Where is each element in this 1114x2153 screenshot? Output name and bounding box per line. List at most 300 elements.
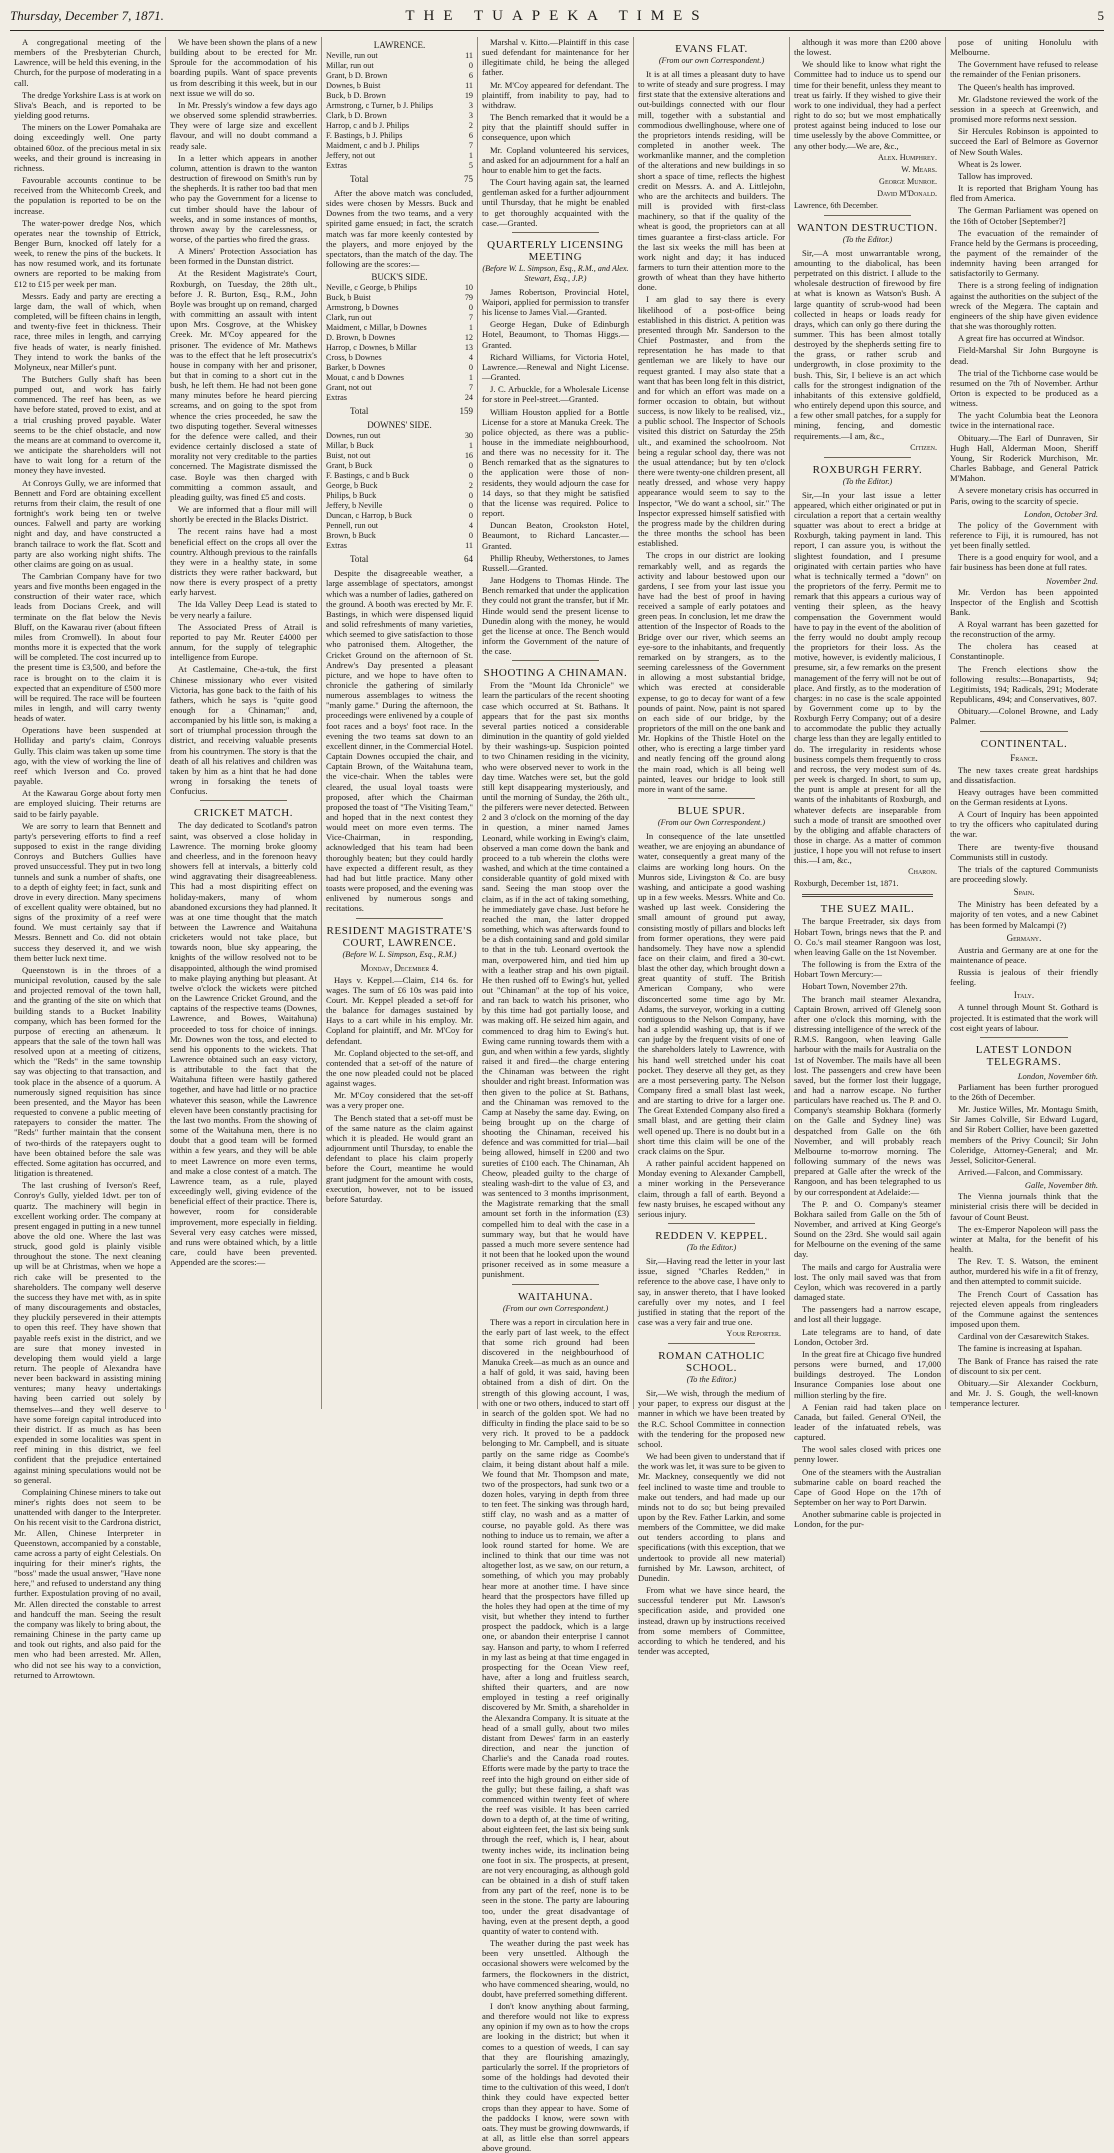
paragraph: The evacuation of the remainder of France held by the Germans is proceeding, the payment of the remainder of the indemnity having been arranged for satisfactorily to Germany.: [950, 228, 1098, 279]
paragraph: There are twenty-five thousand Communists still in custody.: [950, 842, 1098, 862]
batsman: D. Brown, b Downes: [326, 333, 395, 343]
batsman: F. Bastings, c and b Buck: [326, 471, 409, 481]
batsman: Clark, run out: [326, 313, 372, 323]
lawrence-scores: [326, 51, 473, 171]
paragraph: Duncan Beaton, Crookston Hotel, Beaumont, to Richard Lancaster.—Granted.: [482, 520, 629, 550]
score-row: [326, 531, 473, 541]
paragraph: The wool sales closed with prices one penny lower.: [794, 1444, 941, 1464]
local-news: [14, 37, 161, 1680]
paragraph: A congregational meeting of the members of the Presbyterian Church, Lawrence, will be held this evening, in the Church, for the purpose of moderating in a call.: [14, 37, 161, 88]
batsman: George, b Buck: [326, 481, 377, 491]
waitahuna-subtitle: (From our own Correspondent.): [482, 1304, 629, 1314]
paragraph: A severe monetary crisis has occurred in Paris, owing to the scarcity of specie.: [950, 485, 1098, 505]
rm-court-continued: [482, 37, 629, 228]
waitahuna-article: [482, 1317, 629, 2153]
runs: 24: [455, 393, 473, 403]
runs: 11: [455, 81, 473, 91]
batsman: Philips, b Buck: [326, 491, 376, 501]
runs: 2: [455, 481, 473, 491]
paragraph: The Ida Valley Deep Lead is stated to be very nearly a failure.: [170, 599, 317, 619]
batsman: Buck, b D. Brown: [326, 91, 386, 101]
paragraph: George Hegan, Duke of Edinburgh Hotel, Beaumont, to Thomas Higgs.—Granted.: [482, 319, 629, 349]
runs: 0: [455, 363, 473, 373]
runs: 11: [455, 541, 473, 551]
rc-school-place: Lawrence, 6th December.: [794, 201, 941, 211]
latest-telegrams-heading: LATEST LONDON TELEGRAMS.: [950, 1044, 1098, 1068]
score-row: [326, 461, 473, 471]
paragraph: Complaining Chinese miners to take out miner's rights does not seem to be unattended with danger to the Interpreter. On his recent visit to the Cardrona district, Mr. Allen, Chinese Interpreter in Queenstown, accompanied by a constable, came across a party of eight Celestials. On inquiring for their miner's rights, the "boss" made the usual answer, "Have none here," and refused to understand any thing further. Expostulation proving of no avail, Mr. Allen directed the constable to arrest and handcuff the man. Seeing the result the company was likely to bring about, the remaining Chinese in the party came up and took out rights, and also paid for the men who had been arrested. Mr. Allen, who did not see his way to a conviction, returned to Arrowtown.: [14, 1487, 161, 1680]
columns: [10, 37, 1104, 1409]
paragraph: The day dedicated to Scotland's patron saint, was observed a close holiday in Lawrence. The morning broke gloomy and cheerless, and in the forenoon heavy showers fell at intervals, a bitterly cold wind aggravating their disagreeableness. This had a most dispiriting effect on holiday-makers, many of whom abandoned excursions they had planned. It was at one time thought that the match between the Lawrence and Waitahuna cricketers would not take place, but towards noon, blue sky appearing, the knights of the willow resolved not to be disappointed, although the wind promised to make playing anything but pleasant. At twelve o'clock the wickets were pitched on the Lawrence Cricket Ground, and the captains of the respective teams (Downes, Lawrence, and Bowes, Waitahuna) proceeded to toss for choice of innings. Mr. Downes won the toss, and elected to send his opponents to the wickets. That Lawrence obtained such an easy victory, is attributable to the fact that the Waitahuna fifteen were hastily gathered together, and have had little or no practice whatever this season, while the Lawrence eleven have been constantly practising for the last two months. From the showing of some of the Waitahuna men, there is no doubt that a good team will be formed within a few years, and they will be able to meet Lawrence on more even terms, and make a close contest of a match. The Lawrence team, as a rule, played exceedingly well, giving evidence of the beneficial effect of their practice. There is, however, room for considerable improvement, more especially in fielding. Several very easy catches were missed, and runs were obtained which, by a little care, could have been prevented. Appended are the scores:—: [170, 820, 317, 1267]
paragraph: Obituary.—Sir Alexander Cockburn, and Mr. J. S. Gough, the well-known temperance lecturer.: [950, 1378, 1098, 1408]
paragraph: The branch mail steamer Alexandra, Captain Brown, arrived off Glenelg soon after one o'clock this morning, with the distressing intelligence of the wreck of the R.M.S. Rangoon, when leaving Galle harbour with the mails for Australia on the 1st of November. The mails have all been lost. The passengers and crew have been saved, but the former lost their luggage, and had a narrow escape. No further particulars have reached us. The P. and O. Company's steamship Bokhara (formerly on the Galle and Sydney line) was despatched from Galle on the 6th November, and will probably reach Melbourne to-morrow morning. The following summary of the news was prepared at Galle after the wreck of the Rangoon, and has been telegraphed to us by our correspondent at Adelaide:—: [794, 994, 941, 1197]
score-row: [326, 81, 473, 91]
score-row: [326, 131, 473, 141]
runs: 13: [455, 343, 473, 353]
paragraph: A Royal warrant has been gazetted for the reconstruction of the army.: [950, 619, 1098, 639]
france-label: France.: [950, 753, 1098, 763]
wanton-destruction-heading: WANTON DESTRUCTION.: [794, 222, 941, 234]
batsman: Grant, b D. Brown: [326, 71, 387, 81]
batsman: Maidment, c and b J. Philips: [326, 141, 419, 151]
paragraph: Sir,—Having read the letter in your last issue, signed "Charles Redden," in reference to the above case, I have only to say, in answer thereto, that I have looked carefully over my notes, and I feel justified in stating that the report of the case was a very fair and true one.: [638, 1256, 785, 1327]
paragraph: The Bank of France has raised the rate of discount to six per cent.: [950, 1356, 1098, 1376]
paragraph: The Ministry has been defeated by a majority of ten votes, and a new Cabinet has been formed by Malcampi (?): [950, 899, 1098, 929]
spain-news: [950, 899, 1098, 929]
runs: 79: [455, 293, 473, 303]
roxburgh-ferry-subtitle: (To the Editor.): [794, 477, 941, 487]
paragraph: The mails and cargo for Australia were lost. The only mail saved was that from Ceylon, which was recovered in a partly damaged state.: [794, 1262, 941, 1303]
score-row: [326, 111, 473, 121]
paragraph: pose of uniting Honolulu with Melbourne.: [950, 37, 1098, 57]
paragraph: The following is from the Extra of the Hobart Town Mercury:—: [794, 959, 941, 979]
batsman: Harrop, c and b J. Philips: [326, 121, 409, 131]
paragraph: The German Parliament was opened on the 16th of October [September?]: [950, 205, 1098, 225]
downes-side-label: DOWNES' SIDE.: [326, 420, 473, 430]
paragraph: The trials of the captured Communists are proceeding slowly.: [950, 864, 1098, 884]
paragraph: Sir,—In your last issue a letter appeared, which either originated or put in circulation a report that a certain wealthy squatter was about to erect a bridge at Roxburgh, taking payment in land. This report, I can assure you, is without the slightest foundation, and I presume originated with certain parties who have what is technically termed a "down" on the proprietors of the ferry. Permit me to remark that this appears a curious way of venting their spleen, as the heavy compensation the Government would have to pay in the event of the abolition of the ferry would no doubt amply recoup the proprietors for their loss. As the motive, however, is evidently malicious, I presume, sir, a few remarks on the present management of the ferry will not be out of place. And firstly, as to the moderation of charges: in no case is the scale appointed by Government come up to by the Roxburgh Ferry Company; out of a desire to accommodate the public they actually charge less than they are legally entitled to do. The irregularity in residents whose business compels them frequently to cross and recross, the very modest sum of 4s. per week is charged. In short, to sum up, the punt is ample at present for all the wants of the inhabitants of Roxburgh, and whatever defects are inseparable from such a mode of transit are smoothed over by the obliging and affable characters of those in charge. As a matter of common justice, I hope you will not refuse to insert this.—I am, &c.,: [794, 490, 941, 866]
batsman: Millar, b Buck: [326, 441, 374, 451]
lawrence-team-label: LAWRENCE.: [326, 40, 473, 50]
paragraph: Phillip Rheuby, Wetherstones, to James Russell.—Granted.: [482, 553, 629, 573]
score-row: [326, 481, 473, 491]
signature-line: W. Mears.: [794, 165, 937, 175]
runs: 7: [455, 313, 473, 323]
total-label: Total: [350, 405, 368, 417]
runs: 2: [455, 121, 473, 131]
november-news: [950, 587, 1098, 727]
score-row: [326, 373, 473, 383]
licensing-article: [482, 287, 629, 656]
score-row: [326, 151, 473, 161]
redden-keppel-heading: REDDEN V. KEPPEL.: [638, 1230, 785, 1242]
column-3: [322, 37, 478, 1409]
batsman: Mouat, c and b Downes: [326, 373, 404, 383]
paragraph: The Queen's health has improved.: [950, 82, 1098, 92]
blue-spur-article: [638, 831, 785, 1219]
latest-telegrams: [950, 1082, 1098, 1177]
galle-telegrams: [950, 1191, 1098, 1408]
paragraph: The barque Freetrader, six days from Hobart Town, brings news that the P. and O. Co.'s mail steamer Rangoon was lost, when leaving Galle on the 1st November.: [794, 916, 941, 957]
paragraph: There was a report in circulation here in the early part of last week, to the effect that some rich ground had been discovered in the neighbourhood of Manuka Creek—as much as an ounce and a half of gold, it was said, having been obtained from a dish of dirt. On the strength of this glowing account, I was, with one or two others, induced to start off in search of the golden spot. We had no difficulty in finding the place said to be so very rich. It proved to be a paddock belonging to Mr. Campbell, and is situate partly on the same ridge as Coombe's claim, it being distant about half a mile. We found that Mr. Thompson and mate, two of the prospectors, had sunk two or a dozen holes, varying in depth from three to ten feet. The sinking was through hard, stiff clay, no wash and as a matter of course, no payable gold. As there was nothing to induce us to remain, we after a look round started for home. We are inclined to think that our time was not altogether lost, as we saw, on our return, a something, of which you may probably hear more at another time. I have since heard that the prospectors have filled up the holes they had open at the time of my visit, but whether they intend to further prospect the paddock, which is a large one, or abandon their enterprise I cannot say. Hanson and party, to whom I referred in my last as being at that time engaged in prospecting for the Ocean View reef, have, after a long and fruitless search, shifted their quarters, and are now employed in testing a reef originally discovered by Mr. Smith, a shareholder in the Alexandra Company. It is situate at the head of a small gully, about two miles distant from Dewes' farm in an easterly direction, and near the junction of Charlie's and the Canada road routes. Efforts were made by the party to trace the reef into the high ground on either side of the gully; but these failing, a shaft was commenced within twenty feet of where the reef was visible. It has been carried down to a depth of, at the time of writing, about eighteen feet, the last six being sunk through the reef, which is, I hear, about twenty inches wide, its inclination being one foot in six. The prospects, at present, are not very encouraging, as although gold can be obtained in a dish of stuff taken from any part of the reef, none is to be seen in the stone. The party are labouring too, under the great disadvantage of having, even at the present depth, a good quantity of water to contend with.: [482, 1317, 629, 1937]
score-row: [326, 363, 473, 373]
paragraph: Sir,—A most unwarrantable wrong, amounting to the diabolical, has been perpetrated on this district. I allude to the wholesale destruction of firewood by fire at what is known as Watson's Bush. A large quantity of scrub-wood had been collected in heaps or loads ready for drays, which can only go there during the summer. This has been almost totally destroyed by the shepherds setting fire to the grass, or rather scrub and undergrowth, in close proximity to the bush. This, Sir, I believe is an act which calls for the strongest indignation of the inhabitants of this extensive goldfield, who entirely depend upon this source, and a few other small patches, for a supply for mining, fencing, and domestic requirements.—I am, &c.,: [794, 248, 941, 441]
paragraph: Mr. M'Coy appeared for defendant. The plaintiff, from inability to pay, had to withdraw.: [482, 80, 629, 110]
paragraph: The Court having again sat, the learned gentleman asked for a further adjournment until Thursday, that he might be enabled to get thoroughly acquainted with the case.—Granted.: [482, 177, 629, 228]
paragraph: Mr. M'Coy considered that the set-off was a very proper one.: [326, 1090, 473, 1110]
score-row: [326, 71, 473, 81]
score-row: [326, 511, 473, 521]
paragraph: The last crushing of Iverson's Reef, Conroy's Gully, yielded 1dwt. per ton of quartz. The machinery will begin in excellent working order. The company at present engaged in putting in a new tunnel above the old one. Where the last was struck, good gold is plainly visible throughout the stone. The next cleaning up will be at Christmas, when we hope a rich cake will be presented to the shareholders. The company well deserve the success they have met with, as in spite of many discouragements and obstacles, they pluckily persevered in their attempts to open this reef. They have shown that payable reefs exist in the district, and we are sure that money invested in developing them would yield a large return. The people of Alexandra have never been backward in assisting mining ventures; many heavy undertakings having been carried out solely by themselves—and they well deserve to have some foreign capital introduced into their district. If as much as has been expended in some localities was spent in reef mining in this district, we feel confident that the prejudice entertained against mining speculations would not be so general.: [14, 1180, 161, 1485]
total-label: Total: [350, 173, 368, 185]
runs: 0: [455, 471, 473, 481]
paragraph: Operations have been suspended at Holliday and party's claim, Conroys Gully. This claim was taken up some time ago, with the view of working the line of reef which Iverson and Co. proved payable.: [14, 725, 161, 786]
paragraph: In a letter which appears in another column, attention is drawn to the wanton destruction of firewood on Smith's run by the shepherds. It is rather too bad that men who pay the Government for a license to cut timber should have the labour of weeks, and in some instances of months, thrown away by the carelessness, or worse, of the parties who fired the grass.: [170, 153, 317, 244]
paragraph: The miners on the Lower Pomahaka are doing exceedingly well. One party obtained 60oz. of the precious metal in six weeks, and their ground is increasing in richness.: [14, 122, 161, 173]
total-label: Total: [350, 553, 368, 565]
paragraph: Arrived.—Falcon, and Commissary.: [950, 1167, 1098, 1177]
score-row: [326, 323, 473, 333]
evans-flat-subtitle: (From our own Correspondent.): [638, 56, 785, 66]
november-dateline: November 2nd.: [950, 576, 1098, 586]
redden-keppel-subtitle: (To the Editor.): [638, 1243, 785, 1253]
column-6: [790, 37, 946, 1409]
paragraph: We have been shown the plans of a new building about to be erected for Mr. Sproule for the accommodation of his boarding pupils. Want of space prevents us from describing it this week, but in our next issue we will do so.: [170, 37, 317, 98]
batsman: Jeffery, not out: [326, 151, 375, 161]
paragraph: The recent rains have had a most beneficial effect on the crops all over the country. Although previous to the rainfalls they were in a healthy state, in some districts they were rather backward, but now there is every prospect of a pretty early harvest.: [170, 526, 317, 597]
paragraph: Hobart Town, November 27th.: [794, 981, 941, 991]
paragraph: Sir Hercules Robinson is appointed to succeed the Earl of Belmore as Governor of New South Wales.: [950, 126, 1098, 156]
paragraph: The weather during the past week has been very unsettled. Although the occasional showers were welcomed by the farmers, the flockowners in the district, who have commenced shearing, would, no doubt, have preferred something different.: [482, 1938, 629, 1999]
paragraph: The trial of the Tichborne case would be resumed on the 7th of November. Arthur Orton is expected to be produced as a witness.: [950, 368, 1098, 409]
shooting-article: [482, 680, 629, 1279]
batsman: Extras: [326, 161, 347, 171]
paragraph: The crops in our district are looking remarkably well, and as regards the activity and labour bestowed upon our gardens, I see from your last issue you have had the best of proof in having received a sample of early potatoes and green peas. In conclusion, let me draw the attention of the Inspector of Roads to the Bridge over our river, which seems an eye-sore to the inhabitants, and frequently remarked on by strangers, as to the seeming carelessness of the Government in allowing a most substantial bridge, which was erected at considerable expense, to go to decay for want of a few pounds of paint. Now, paint is not spared on each side of our bridge, by the proprietors of the mill on the one bank and Mr. Hopkins of the Thistle Hotel on the other, who is erecting a large timber yard and neatly fencing off the ground along the main road, which is all being well painted, leaves our bridge to look still more in want of the same.: [638, 550, 785, 794]
batsman: Grant, not out: [326, 383, 372, 393]
paragraph: One of the steamers with the Australian submarine cable on board reached the Cape of Good Hope on the 17th of September on her way to Port Darwin.: [794, 1467, 941, 1508]
runs: 1: [455, 441, 473, 451]
bucks-side-label: BUCK'S SIDE.: [326, 272, 473, 282]
paragraph: Heavy outrages have been committed on the German residents at Lyons.: [950, 787, 1098, 807]
paragraph: Messrs. Eady and party are erecting a large dam, the wall of which, when completed, will be fifteen chains in length, and twenty-five feet in thickness. Their race, three miles in length, and carrying five heads of water, is nearly finished. They intend to work the banks of the Molyneux, near Miller's punt.: [14, 291, 161, 372]
score-row: [326, 471, 473, 481]
divider: [512, 1284, 599, 1285]
paragraph: The new taxes create great hardships and dissatisfaction.: [950, 765, 1098, 785]
paragraph: James Robertson, Provincial Hotel, Waipori, applied for permission to transfer his license to James Vial.—Granted.: [482, 287, 629, 317]
paragraph: Richard Williams, for Victoria Hotel, Lawrence.—Renewal and Night License.—Granted.: [482, 352, 629, 382]
lawrence-total: [350, 173, 473, 185]
paragraph: The water-power dredge Nos, which operates near the township of Ettrick, Benger Burn, knocked off lately for a week, to renew the pins of the buckets. It has now resumed work, and its fortunate owners are reported to be making from £12 to £15 per week per man.: [14, 218, 161, 289]
paragraph: From what we have since heard, the successful tenderer put Mr. Lawson's specification aside, and provided one instead, drawn up by instructions received from some members of Committee, according to which he tendered, and his tender was accepted,: [638, 1585, 785, 1656]
scratch-match-para: After the above match was concluded, sides were chosen by Messrs. Buck and Downes from the two teams, and a very spirited game ensued; in fact, the scratch match was far more keenly contested by the players, and more enjoyed by the spectators, than the match of the day. The following are the scores:—: [326, 188, 473, 269]
licensing-heading: QUARTERLY LICENSING MEETING: [482, 239, 629, 263]
score-row: [326, 61, 473, 71]
column-4: [478, 37, 634, 1409]
page-number: 5: [844, 8, 1104, 24]
score-row: [326, 343, 473, 353]
batsman: Extras: [326, 541, 347, 551]
downes-side-scores: [326, 431, 473, 551]
total-value: 75: [464, 173, 473, 185]
batsman: Duncan, c Harrop, b Buck: [326, 511, 412, 521]
paragraph: I don't know anything about farming, and therefore would not like to express any opinion if my own as to how the crops are looking in the district; but when it comes to a question of weeds, I can say that they are flourishing amazingly, particularly the sorrel. If the proprietors of some of the holdings had devoted their time to the cultivation of this weed, I don't think they could have expected better crops than they appear to have. Some of the paddocks I know, were sown with oats. They must be growing downwards, if at all, as little else than sorrel appears above ground.: [482, 2001, 629, 2153]
column-5: [634, 37, 790, 1409]
waitahuna-heading: WAITAHUNA.: [482, 1291, 629, 1303]
paragraph: The P. and O. Company's steamer Bokhara sailed from Galle on the 5th of November, and arrived at King George's Sound on the 23rd. She would sail again for Melbourne on the evening of the same day.: [794, 1199, 941, 1260]
column-1: [10, 37, 166, 1409]
roxburgh-ferry-signature: Charon.: [794, 867, 937, 877]
paragraph: In the great fire at Chicago five hundred persons were burned, and 17,000 buildings destroyed. The London Insurance Companies lose about one million sterling by the fire.: [794, 1349, 941, 1400]
rc-school-continued: [794, 37, 941, 151]
paragraph: In consequence of the late unsettled weather, we are enjoying an abundance of water, consequently a great many of the claims are working long hours. On the Munros side, Livingston & Co. are busy washing, and anticipate a good washing up in a few weeks. Messrs. White and Co. washed up last week. Considering the small amount of ground put away, consisting mostly of pillars and blocks left from former operations, they were paid handsomely. They have now a splendid face on their claim, and fired a 30-cwt. blast the other day, which brought down a great quantity of stuff. The British American Company, who were disconcerted some time ago by Mr. Adams, the surveyor, working in a cutting contiguous to the Nelson Company, have had a splendid washing up, that is if we can judge by the frequent visits of one of the shareholders lately to Lawrence, with his hand well stretched under his coat pocket. They deserve all they get, as they are a most persevering party. The Nelson Company fired a small blast last week, and are starting to drive for a larger one. The Great Extended Company also fired a small blast, and are getting their claim well opened up. There is no doubt but in a short time this claim will be one of the crack claims on the Spur.: [638, 831, 785, 1156]
runs: 0: [455, 491, 473, 501]
paragraph: At Conroys Gully, we are informed that Bennett and Ford are obtaining excellent returns from their claim, the result of one fortnight's work being ten or twelve ounces. Falwell and party are working night and day, and have constructed a branch tailrace to work the flat. Scott and party are also working night shifts. The other claims are going on as usual.: [14, 478, 161, 569]
score-row: [326, 101, 473, 111]
paragraph: A tunnel through Mount St. Gothard is projected. It is estimated that the work will cost eight years of labour.: [950, 1002, 1098, 1032]
redden-keppel-letter: [638, 1256, 785, 1327]
bucks-side-scores: [326, 283, 473, 403]
rm-court-cases: [326, 975, 473, 1204]
score-row: [326, 313, 473, 323]
divider: [980, 731, 1068, 732]
paragraph: Mr. Verdon has been appointed Inspector of the English and Scottish Bank.: [950, 587, 1098, 617]
score-row: [326, 521, 473, 531]
spain-label: Spain.: [950, 887, 1098, 897]
paragraph: Another submarine cable is projected in London, for the pur-: [794, 1509, 941, 1529]
evans-flat-article: [638, 69, 785, 794]
column-2: [166, 37, 322, 1409]
divider: [512, 660, 599, 661]
score-row: [326, 283, 473, 293]
batsman: Extras: [326, 393, 347, 403]
divider: [512, 232, 599, 233]
blue-spur-subtitle: (From our Own Correspondent.): [638, 818, 785, 828]
rm-court-heading: RESIDENT MAGISTRATE'S COURT, LAWRENCE.: [326, 925, 473, 949]
divider: [668, 1223, 755, 1224]
paragraph: The passengers had a narrow escape, and lost all their luggage.: [794, 1304, 941, 1324]
paragraph: A Court of Inquiry has been appointed to try the officers who capitulated during the war.: [950, 809, 1098, 839]
runs: 11: [455, 51, 473, 61]
blue-spur-heading: BLUE SPUR.: [638, 805, 785, 817]
paragraph: Field-Marshal Sir John Burgoyne is dead.: [950, 345, 1098, 365]
score-row: [326, 121, 473, 131]
runs: 12: [455, 333, 473, 343]
paragraph: although it was more than £200 above the lowest.: [794, 37, 941, 57]
batsman: F. Bastings, b J. Philips: [326, 131, 402, 141]
paragraph: The ex-Emperor Napoleon will pass the winter at Malta, for the benefit of his health.: [950, 1224, 1098, 1254]
paragraph: A Miners' Protection Association has been formed in the Dunstan district.: [170, 246, 317, 266]
column-7: [946, 37, 1102, 1409]
rc-school-heading: ROMAN CATHOLIC SCHOOL.: [638, 1350, 785, 1374]
cricket-match-heading: CRICKET MATCH.: [170, 807, 317, 819]
runs: 7: [455, 141, 473, 151]
rm-court-date: Monday, December 4.: [326, 963, 473, 973]
paragraph: At Castlemaine, Che-a-tuk, the first Chinese missionary who ever visited Victoria, has gone back to the faith of his fathers, which he says is "quite good enough for a Chinaman;" and, accompanied by his little son, is making a sort of triumphal procession through the district, and receiving valuable presents from his countrymen. The story is that the death of all his relatives and children was taken by him as a hint that he had done wrong in forsaking the tenets of Confucius.: [170, 664, 317, 796]
runs: 4: [455, 521, 473, 531]
paragraph: Late telegrams are to hand, of date London, October 3rd.: [794, 1327, 941, 1347]
signature-line: George Munroe.: [794, 177, 937, 187]
evans-flat-heading: EVANS FLAT.: [638, 43, 785, 55]
paragraph: A rather painful accident happened on Monday evening to Alexander Campbell, a miner working in the Perseverance claim, through a fall of earth. Beyond a few nasty bruises, he escaped without any serious injury.: [638, 1158, 785, 1219]
paragraph: The Cambrian Company have for two years and five months been engaged in the construction of their water race, which leads from Docians Creek, and will terminate on the flat below the Nevis Bluff, on the Kawarau river (about fifteen miles from Cromwell). In about four months more it is expected that the work will be completed. The cost incurred up to the present time is £3,500, and before the race is brought on to the claim it is expected that an expenditure of £500 more will be required. The race will be fourteen miles in length, and will carry twenty heads of water.: [14, 571, 161, 723]
paragraph: The cholera has ceased at Constantinople.: [950, 641, 1098, 661]
paragraph: William Houston applied for a Bottle License for a store at Manuka Creek. The police objected, as there was a public-house in the immediate neighbourhood, and there was no necessity for it. The Bench remarked that as the signatures to the application were those of non-residents, they would adjourn the case for 14 days, so that they might be satisfied that the license was required. Police to report.: [482, 407, 629, 519]
continental-heading: CONTINENTAL.: [950, 738, 1098, 750]
paragraph: The Butchers Gully shaft has been pumped out, and work has fairly commenced. The reef has been, as we have before stated, proved to exist, and at a trial crushing proved payable. Water seems to be the chief obstacle, and now the means are at command to overcome it, we anticipate the shareholders will not have to wait long for a return of the money they have invested.: [14, 374, 161, 476]
newspaper-title: THE TUAPEKA TIMES: [270, 8, 844, 25]
paragraph: Austria and Germany are at one for the maintenance of peace.: [950, 945, 1098, 965]
runs: 1: [455, 151, 473, 161]
rc-school-subtitle: (To the Editor.): [638, 1375, 785, 1385]
london-dateline: London, October 3rd.: [950, 509, 1098, 519]
runs: 3: [455, 101, 473, 111]
wanton-destruction-signature: Citizen.: [794, 443, 937, 453]
downes-total: [350, 553, 473, 565]
runs: 1: [455, 373, 473, 383]
london-news: [950, 520, 1098, 573]
score-row: [326, 141, 473, 151]
paragraph: In Mr. Pressly's window a few days ago we observed some splendid strawberries. They were of large size and excellent flavour, and will no doubt command a ready sale.: [170, 100, 317, 151]
roxburgh-ferry-letter: [794, 490, 941, 866]
score-row: [326, 303, 473, 313]
signature-line: David M'Donald.: [794, 189, 937, 199]
wanton-destruction-letter: [794, 248, 941, 441]
paragraph: At the Resident Magistrate's Court, Roxburgh, on Tuesday, the 28th ult., before J. R. Burton, Esq., R.M., John Boyle was brought up on remand, charged with committing an assault with intent upon Mrs. Cosgrove, at the Whiskey Creek. Mr. M'Coy appeared for the prisoner. The evidence of Mr. Mathews was to the effect that he left prosecutrix's house in company with her and prisoner, but that in coming to a short cut in the bush, he left them. He had not been gone many minutes before he heard piercing screams, and on going to the spot from whence the cries proceeded, he saw the two disputing together. Several witnesses for the defence were called, and their evidence certainly disclosed a state of morality not very creditable to the parties concerned. The Magistrate dismissed the case. Boyle was then charged with committing a common assault, and pleading guilty, was fined £5 and costs.: [170, 268, 317, 502]
runs: 30: [455, 431, 473, 441]
batsman: Buck, b Buist: [326, 293, 371, 303]
score-row: [326, 501, 473, 511]
runs: 19: [455, 91, 473, 101]
runs: 0: [455, 61, 473, 71]
paragraph: Obituary.—The Earl of Dunraven, Sir Hugh Hall, Alderman Moon, Sheriff Young, Sir Roderick Murchison, Mr. Charles Babbage, and General Patrick M'Mahon.: [950, 433, 1098, 484]
runs: 0: [455, 461, 473, 471]
paragraph: Favourable accounts continue to be received from the Whitecomb Creek, and the population is reported to be on the increase.: [14, 175, 161, 216]
score-row: [326, 393, 473, 403]
batsman: Downes, b Buist: [326, 81, 380, 91]
runs: 5: [455, 161, 473, 171]
paragraph: Queenstown is in the throes of a municipal revolution, caused by the sale and projected removal of the town hall, and the granting of the site on which that building stands to a Bucket Inability company, which has been formed for the purpose of erecting an athenæum. It appears that the sale of the town hall was resolved upon at a meeting of citizens, which the "Reds" in the same township say was objecting to that transaction, and took place in the absence of a quorum. A numerously signed requisition has since been presented, and the Mayor has been requested to convene a public meeting of ratepayers to consider the matter. The "Reds" further maintain that the consent of two-thirds of the ratepayers ought to have been obtained before the sale was effected. Some agitation has occurred, and litigation is threatened.: [14, 965, 161, 1178]
batsman: Harrop, c Downes, b Millar: [326, 343, 417, 353]
batsman: Jeffery, b Neville: [326, 501, 382, 511]
paragraph: Russia is jealous of their friendly feeling.: [950, 967, 1098, 987]
batsman: Cross, b Downes: [326, 353, 382, 363]
runs: 6: [455, 131, 473, 141]
paragraph: Obituary.—Colonel Browne, and Lady Palmer.: [950, 706, 1098, 726]
suez-mail-article: [794, 916, 941, 1529]
paragraph: The Bench stated that a set-off must be of the same nature as the claim against which it is pleaded. He would grant an adjournment until Thursday, to enable the defendant to place his claim properly before the Court, meantime he would grant judgment for the amount with costs, execution, however, not to be issued before Saturday.: [326, 1113, 473, 1204]
score-row: [326, 51, 473, 61]
paragraph: Jane Hodgens to Thomas Hinde. The Bench remarked that under the application they could not grant the transfer, but if Mr. Hinde would send the present license to Dunedin along with the money, he would get the license at once. The Bench would inform the Government of the nature of the case.: [482, 575, 629, 656]
paragraph: From the "Mount Ida Chronicle" we learn the particulars of the recent shooting case which occurred at St. Bathans. It appears that for the past six months several parties noticed a considerable diminution in the quantity of gold yielded by their washings-up. Suspicion pointed to two Chinamen residing in the vicinity, who were observed never to work in the day time. Watches were set, but the gold still kept disappearing mysteriously, and until the morning of Sunday, the 26th ult., the pilferers were never detected. Between 2 and 3 o'clock on the morning of the day in question, a miner named James Leonard, while working in Ewing's claim, observed a man come down the bank and proceed to a tub wherein the cloths were washed, and which at the time contained a considerable quantity of gold mixed with sand. Seeing the man stoop over the claim, as if in the act of taking something, he immediately gave chase. Just before he reached the man, the latter dropped something, which was afterwards found to be a dish containing sand and gold similar to that in the tub. Leonard overtook the man, overpowered him, and tied him up with a leather strap and his own pigtail. He then rushed off to Ewing's hut, yelled out "Chinaman" at the top of his voice, and ran back to watch his prisoner, who by this time had got partially loose, and was making off. He seized him again, and commenced to drag him to Ewing's hut. Ewing came running towards them with a gun, and when within a few yards, slightly raised it and fired—the charge entering the Chinaman was between the right shoulder and right breast. Information was then given to the police at St. Bathans, and the Chinaman was removed to the Camp at Naseby the same day. Ewing, on being brought up on the charge of shooting the Chinaman, received his defence and was committed for trial—bail being allowed, himself in £200 and two sureties of £100 each. The Chinaman, Ah Cheow, pleaded guilty to the charge of stealing wash-dirt to the value of £3, and was sentenced to 3 months imprisonment, the Magistrate remarking that the small amount set forth in the information (£3) compelled him to deal with the case in a summary way, but that he would have passed a much more severe sentence had it not been that he looked upon the wound prisoner received as in some measure a punishment.: [482, 680, 629, 1279]
score-row: [326, 333, 473, 343]
paragraph: Parliament has been further prorogued to the 26th of December.: [950, 1082, 1098, 1102]
divider: [200, 800, 287, 801]
masthead: [10, 8, 1104, 31]
paragraph: I am glad to say there is every likelihood of a post-office being established in this district. A petition was presented through Mr. Sanderson to the Chief Postmaster, and from the representation he has made to that gentleman we are likely to have our request granted. I may also state that a want that has been long felt in this district, and for which an effort was made on a former occasion to obtain, but without success, is now likely to be realised, viz., a public school. The Inspector of Schools visited this district on Saturday the 25th ult., and examined the schoolroom. Not being a regular school day, there was not the usual attendance; but by ten o'clock there were twenty-one children present, all neatly dressed, and whose very happy appearance would seem to say to the Inspector, "We do want a school, sir." The Inspector expressed himself satisfied with the progress made by the children during the three months the school has been established.: [638, 294, 785, 548]
runs: 4: [455, 353, 473, 363]
germany-label: Germany.: [950, 933, 1098, 943]
score-row: [326, 293, 473, 303]
paragraph: We are informed that a flour mill will shortly be erected in the Blacks District.: [170, 504, 317, 524]
telegram-dateline: London, November 6th.: [950, 1071, 1098, 1081]
rc-school-letter: [638, 1388, 785, 1656]
paragraph: The Government have refused to release the remainder of the Fenian prisoners.: [950, 59, 1098, 79]
runs: 6: [455, 71, 473, 81]
runs: 16: [455, 451, 473, 461]
batsman: Clark, b D. Brown: [326, 111, 387, 121]
shooting-heading: SHOOTING A CHINAMAN.: [482, 667, 629, 679]
batsman: Neville, run out: [326, 51, 378, 61]
batsman: Barker, b Downes: [326, 363, 385, 373]
runs: 1: [455, 323, 473, 333]
divider: [668, 798, 755, 799]
paragraph: The Associated Press of Atrail is reported to pay Mr. Reuter £4000 per annum, for the supply of telegraphic intelligence from Europe.: [170, 622, 317, 663]
score-row: [326, 161, 473, 171]
total-value: 159: [460, 405, 474, 417]
paragraph: There is a good enquiry for wool, and a fair business has been done at full rates.: [950, 552, 1098, 572]
signature-line: Alex. Humphrey.: [794, 153, 937, 163]
paragraph: Mr. Copland objected to the set-off, and contended that a set-off of the nature of the one now pleaded could not be placed against wages.: [326, 1048, 473, 1089]
batsman: Neville, c George, b Philips: [326, 283, 417, 293]
runs: 0: [455, 303, 473, 313]
paragraph: It is reported that Brigham Young has fled from America.: [950, 183, 1098, 203]
score-row: [326, 91, 473, 101]
runs: 0: [455, 511, 473, 521]
score-row: [326, 431, 473, 441]
paragraph: The Bench remarked that it would be a pity that the plaintiff should suffer in consequence, upon which: [482, 112, 629, 142]
score-row: [326, 441, 473, 451]
paragraph: There is a strong feeling of indignation against the authorities on the subject of the wreck of the Megæra. The captain and engineers of the ship have given evidence that she was thoroughly rotten.: [950, 280, 1098, 331]
paragraph: J. C. Arbuckle, for a Wholesale License for store in Peel-street.—Granted.: [482, 384, 629, 404]
licensing-subtitle: (Before W. L. Simpson, Esq., R.M., and Alex. Stewart, Esq., J.P.): [482, 264, 629, 284]
runs: 0: [455, 501, 473, 511]
galle-dateline: Galle, November 8th.: [950, 1180, 1098, 1190]
paragraph: The dredge Yorkshire Lass is at work on Sliva's Beach, and is reported to be yielding good returns.: [14, 90, 161, 120]
paragraph: Cardinal von der Cæsarewitch Stakes.: [950, 1331, 1098, 1341]
paragraph: Mr. Copland volunteered his services, and asked for an adjournment for a half an hour to enable him to get the facts.: [482, 145, 629, 175]
local-news-continued: [170, 37, 317, 796]
paragraph: Sir,—We wish, through the medium of your paper, to express our disgust at the manner in which we have been treated by the R.C. School Committee in connection with the tendering for the proposed new school.: [638, 1388, 785, 1449]
divider: [980, 1037, 1068, 1038]
divider: [356, 918, 443, 919]
divider: [668, 1343, 755, 1344]
bucks-total: [350, 405, 473, 417]
batsman: Buist, not out: [326, 451, 370, 461]
paragraph: Mr. Gladstone reviewed the work of the session in a speech at Greenwich, and promised more reforms next session.: [950, 94, 1098, 124]
runs: 10: [455, 283, 473, 293]
paragraph: The famine is increasing at Ispahan.: [950, 1343, 1098, 1353]
paragraph: The policy of the Government with reference to Fiji, it is rumoured, has not yet been finally settled.: [950, 520, 1098, 550]
double-divider: [802, 894, 933, 897]
paragraph: The Rev. T. S. Watson, the eminent author, murdered his wife in a fit of frenzy, and then attempted to commit suicide.: [950, 1256, 1098, 1286]
cricket-match-article: [170, 820, 317, 1267]
roxburgh-ferry-place: Roxburgh, December 1st, 1871.: [794, 879, 941, 889]
redden-keppel-signature: Your Reporter.: [638, 1329, 781, 1339]
paragraph: The yacht Columbia beat the Leonora twice in the international race.: [950, 410, 1098, 430]
score-row: [326, 451, 473, 461]
score-row: [326, 383, 473, 393]
paragraph: The French elections show the following results:—Bonapartists, 94; Legitimists, 194; Radicals, 291; Moderate Republicans, 494; and Conservatives, 807.: [950, 664, 1098, 705]
france-news: [950, 765, 1098, 885]
paragraph: Hays v. Keppel.—Claim, £14 6s. for wages. The sum of £6 10s was paid into Court. Mr. Keppel pleaded a set-off for the balance for damages sustained by Hays to a cart while in his employ. Mr. Copland for plaintiff, and Mr. M'Coy for defendant.: [326, 975, 473, 1046]
runs: 7: [455, 383, 473, 393]
wanton-destruction-subtitle: (To the Editor.): [794, 235, 941, 245]
batsman: Brown, b Buck: [326, 531, 376, 541]
suez-mail-continued: [950, 37, 1098, 506]
score-row: [326, 353, 473, 363]
divider: [824, 457, 911, 458]
runs: 0: [455, 531, 473, 541]
